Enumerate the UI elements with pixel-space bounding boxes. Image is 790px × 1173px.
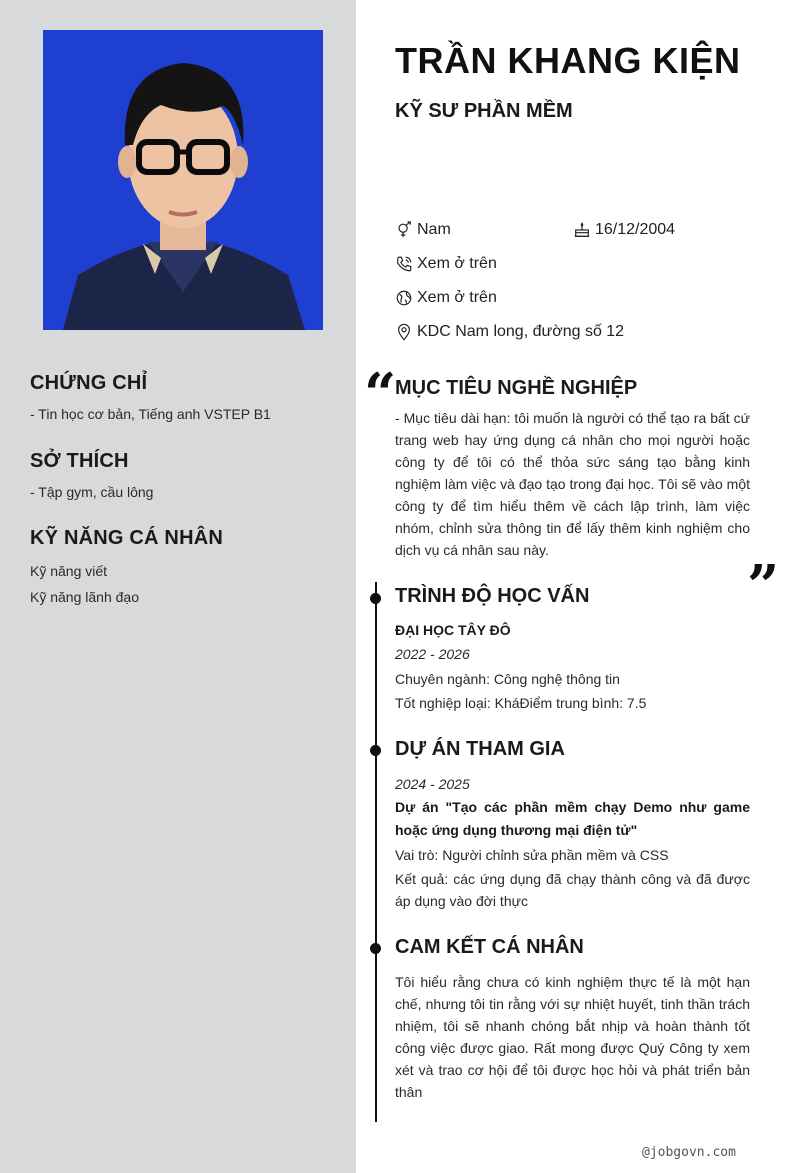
commitment-text: Tôi hiểu rằng chưa có kinh nghiệm thực tế là một hạn chế, nhưng tôi tin rằng với sự nhiệt huyết, tinh thần trách nhiệm, tôi sẽ nhanh chóng bắt nhịp và hoàn thành tốt công việc được giao. Rất mong được Quý Công ty xem xét và trao cơ hội để tôi được học hỏi và phát triển bản thân bbox=[395, 974, 750, 1100]
job-title: KỸ SƯ PHẦN MỀM bbox=[395, 100, 573, 122]
candidate-name: TRẦN KHANG KIỆN bbox=[395, 40, 741, 81]
phone-icon bbox=[395, 255, 413, 273]
objective-heading: MỤC TIÊU NGHỀ NGHIỆP bbox=[395, 377, 638, 399]
hobbies-heading: SỞ THÍCH bbox=[30, 450, 129, 472]
address-value: KDC Nam long, đường số 12 bbox=[417, 323, 625, 340]
skills-list bbox=[30, 558, 330, 610]
certificates-section bbox=[30, 372, 330, 424]
globe-icon bbox=[395, 289, 413, 307]
gender-value: Nam bbox=[417, 221, 451, 238]
gender-row bbox=[395, 221, 451, 239]
objective-text: - Mục tiêu dài hạn: tôi muốn là người có thể tạo ra bất cứ trang web hay ứng dụng cá nhân cho mọi người hoặc công ty để tôi có thể thỏa sức sáng tạo bằng kinh nghiệm làm việc và đạo tạo trong đại học. Tôi sẽ vào một công ty để tìm hiểu thêm về cách lập trình, làm việc nhóm, chỉnh sửa thông tin để lấy thêm kinh nghiệm cho dịch vụ cá nhân sau này. bbox=[395, 410, 750, 558]
timeline-dot bbox=[370, 745, 381, 756]
watermark: @jobgovn.com bbox=[642, 1145, 736, 1160]
certificates-text: - Tin học cơ bản, Tiếng anh VSTEP B1 bbox=[30, 406, 271, 422]
skills-heading: KỸ NĂNG CÁ NHÂN bbox=[30, 527, 223, 549]
education-grade: Tốt nghiệp loại: KháĐiểm trung bình: 7.5 bbox=[395, 695, 647, 711]
address-row bbox=[395, 323, 624, 341]
project-period: 2024 - 2025 bbox=[395, 776, 470, 792]
commitment-heading: CAM KẾT CÁ NHÂN bbox=[395, 936, 584, 958]
education-school: ĐẠI HỌC TÂY ĐÔ bbox=[395, 622, 511, 638]
timeline-line bbox=[375, 582, 377, 1122]
birthdate-row bbox=[573, 221, 675, 239]
cake-icon bbox=[573, 221, 591, 239]
quote-open-icon: “ bbox=[364, 361, 397, 427]
birthdate-value: 16/12/2004 bbox=[595, 221, 676, 238]
education-period: 2022 - 2026 bbox=[395, 646, 470, 662]
website-value: Xem ở trên bbox=[417, 289, 497, 306]
location-pin-icon bbox=[395, 323, 413, 341]
phone-row bbox=[395, 255, 497, 273]
hobbies-text: - Tập gym, cầu lông bbox=[30, 484, 154, 500]
gender-icon bbox=[395, 221, 413, 239]
timeline-dot bbox=[370, 593, 381, 604]
quote-close-icon: ” bbox=[747, 553, 780, 619]
skill-item: Kỹ năng viết bbox=[30, 563, 108, 579]
skills-section bbox=[30, 527, 330, 610]
skill-item: Kỹ năng lãnh đạo bbox=[30, 589, 139, 605]
profile-photo bbox=[43, 30, 323, 330]
certificates-heading: CHỨNG CHỈ bbox=[30, 372, 148, 394]
sidebar bbox=[0, 0, 356, 1173]
project-name: Dự án "Tạo các phần mềm chạy Demo như game hoặc ứng dụng thương mại điện tử" bbox=[395, 799, 750, 838]
hobbies-section bbox=[30, 450, 330, 502]
timeline-dot bbox=[370, 943, 381, 954]
website-row bbox=[395, 289, 497, 307]
phone-value: Xem ở trên bbox=[417, 255, 497, 272]
education-heading: TRÌNH ĐỘ HỌC VẤN bbox=[395, 585, 590, 607]
education-major: Chuyên ngành: Công nghệ thông tin bbox=[395, 671, 620, 687]
projects-heading: DỰ ÁN THAM GIA bbox=[395, 738, 565, 760]
project-result: Kết quả: các ứng dụng đã chạy thành công và đã được áp dụng vào đời thực bbox=[395, 871, 750, 909]
project-role: Vai trò: Người chỉnh sửa phần mềm và CSS bbox=[395, 847, 669, 863]
